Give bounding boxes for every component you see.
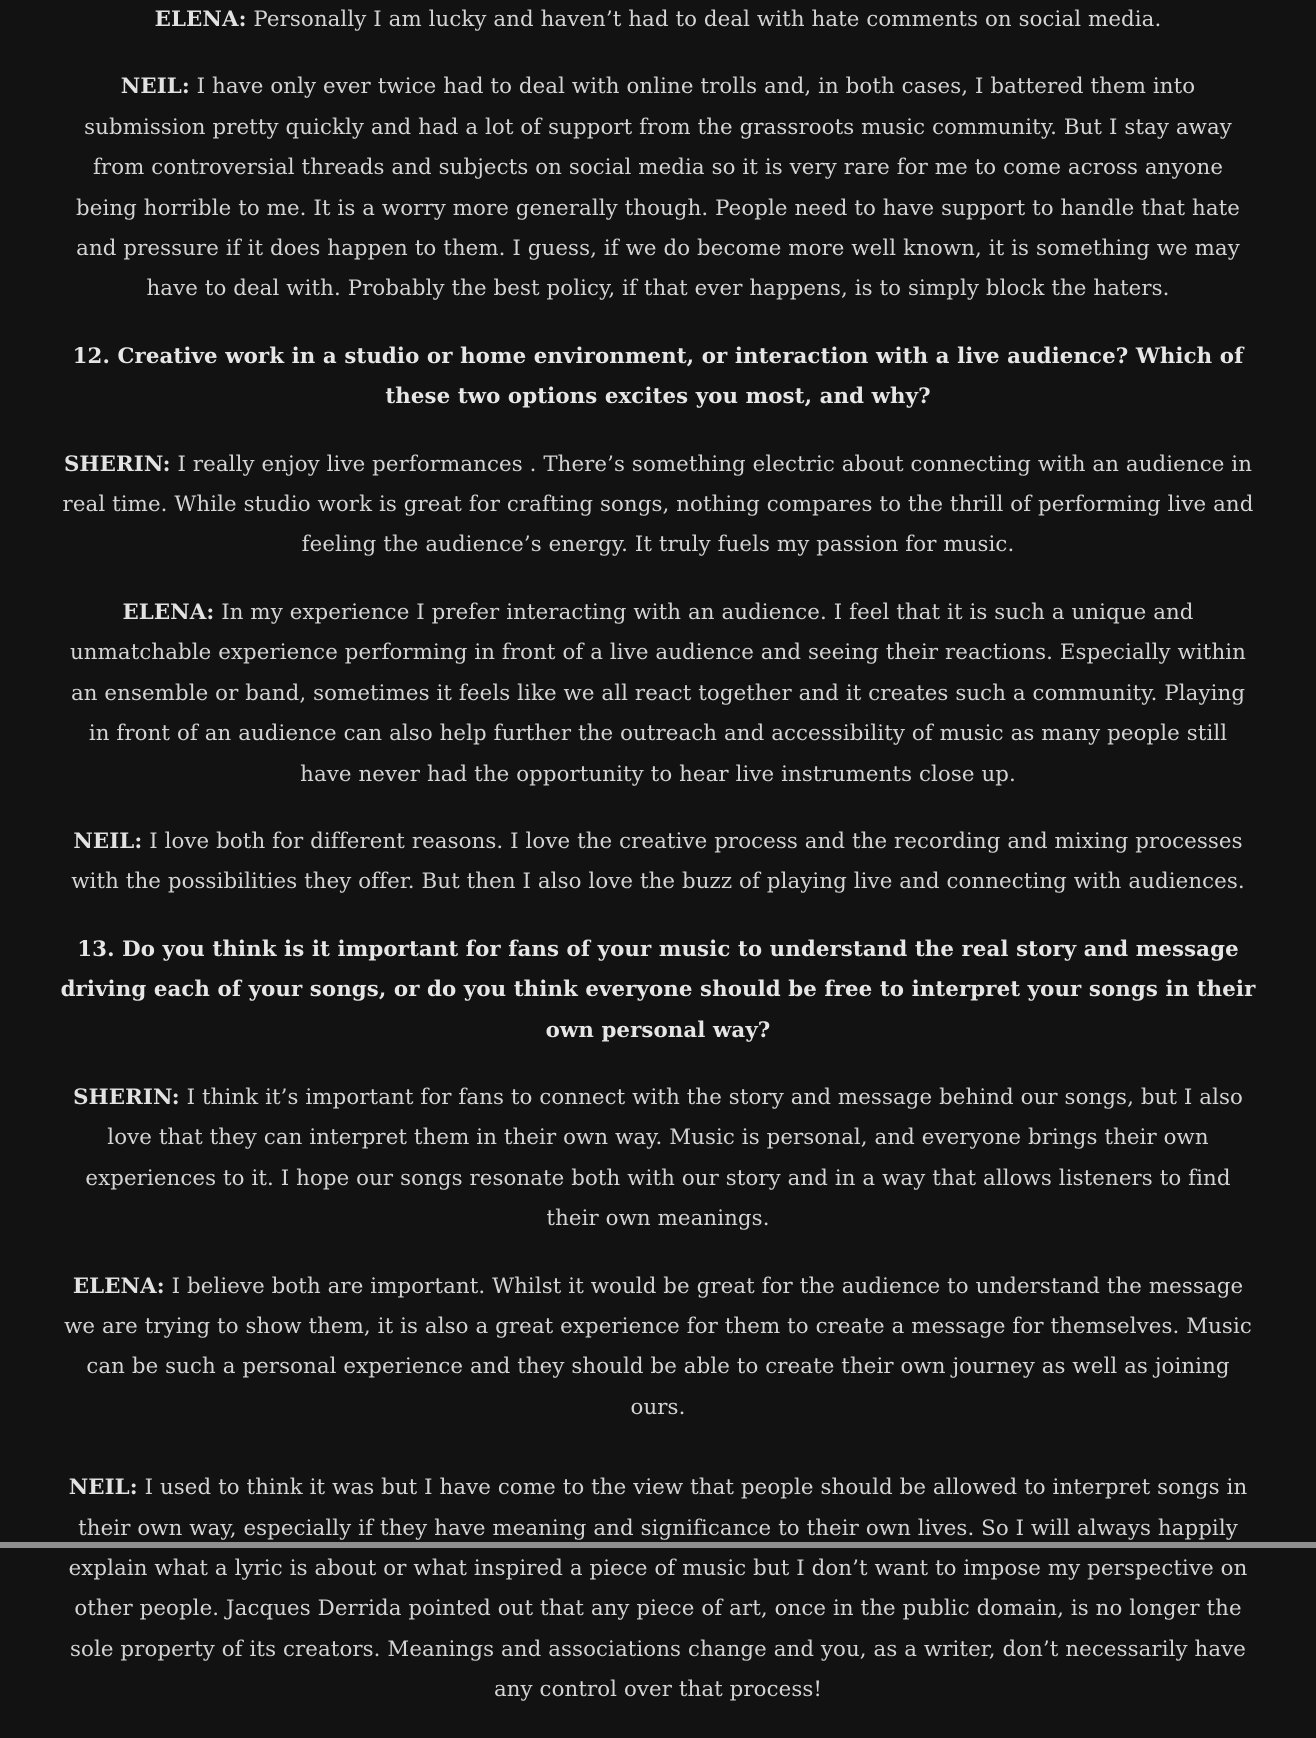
speaker-name: SHERIN: [63,451,171,477]
answer-neil [60,67,1256,309]
answer-neil [60,1468,1256,1710]
answer-elena [60,593,1256,795]
bottom-edge-bar [0,1542,1316,1548]
article-body [60,0,1256,1738]
answer-neil [60,822,1256,903]
speaker-name: ELENA: [72,1273,165,1299]
answer-text: I believe both are important. Whilst it would be great for the audience to understand the message we are trying to show them, it is also a great experience for them to create a message for themselves. Music can be such a personal experience and they should be able to create their own journey as well as joining ours. [64,1273,1252,1420]
question-12: 12. Creative work in a studio or home environment, or interaction with a live audience? Which of these two options excites you most, and why? [72,343,1244,410]
speaker-name: ELENA: [154,7,247,32]
speaker-name: NEIL: [73,828,143,854]
speaker-name: SHERIN: [73,1084,180,1110]
answer-text: I have only ever twice had to deal with online trolls and, in both cases, I battered them into submission pretty quickly and had a lot of support from the grassroots music community. But I stay away from controversial threads and subjects on social media so it is very rare for me to come across anyone being horrible to me. It is a worry more generally though. People need to have support to handle that hate and pressure if it does happen to them. I guess, if we do become more well known, it is something we may have to deal with. Probably the best policy, if that ever happens, is to simply block the haters. [76,74,1240,302]
answer-text: In my experience I prefer interacting with an audience. I feel that it is such a unique and unmatchable experience performing in front of a live audience and seeing their reactions. Especially within an ensemble or band, sometimes it feels like we all react together and it creates such a community. Playing in front of an audience can also help further the outreach and accessibility of music as many people still have never had the opportunity to hear live instruments close up. [69,599,1247,787]
answer-text: I love both for different reasons. I love the creative process and the recording and mixing processes with the possibilities they offer. But then I also love the buzz of playing live and connecting with audiences. [71,828,1245,895]
answer-text: Personally I am lucky and haven’t had to deal with hate comments on social media. [246,7,1162,32]
speaker-name: NEIL: [120,74,190,100]
answer-elena [60,1267,1256,1429]
answer-text: I think it’s important for fans to connect with the story and message behind our songs, but I also love that they can interpret them in their own way. Music is personal, and everyone brings their own experiences to it. I hope our songs resonate both with our story and in a way that allows listeners to find their own meanings. [85,1084,1243,1232]
answer-sherin [60,445,1256,566]
answer-sherin [60,1078,1256,1240]
question-13: 13. Do you think is it important for fans of your music to understand the real story and message driving each of your songs, or do you think everyone should be free to interpret your songs in their own personal way? [60,936,1256,1043]
speaker-name: ELENA: [122,599,215,625]
answer-text: I used to think it was but I have come to the view that people should be allowed to interpret songs in their own way, especially if they have meaning and significance to their own lives. So I will always happily explain what a lyric is about or what inspired a piece of music but I don’t want to impose my perspective on other people. Jacques Derrida pointed out that any piece of art, once in the public domain, is no longer the sole property of its creators. Meanings and associations change and you, as a writer, don’t necessarily have any control over that process! [68,1475,1248,1703]
answer-text: I really enjoy live performances . There’s something electric about connecting with an audience in real time. While studio work is great for crafting songs, nothing compares to the thrill of performing live and feeling the audience’s energy. It truly fuels my passion for music. [62,451,1254,558]
answer-elena [60,0,1256,40]
speaker-name: NEIL: [68,1475,138,1501]
